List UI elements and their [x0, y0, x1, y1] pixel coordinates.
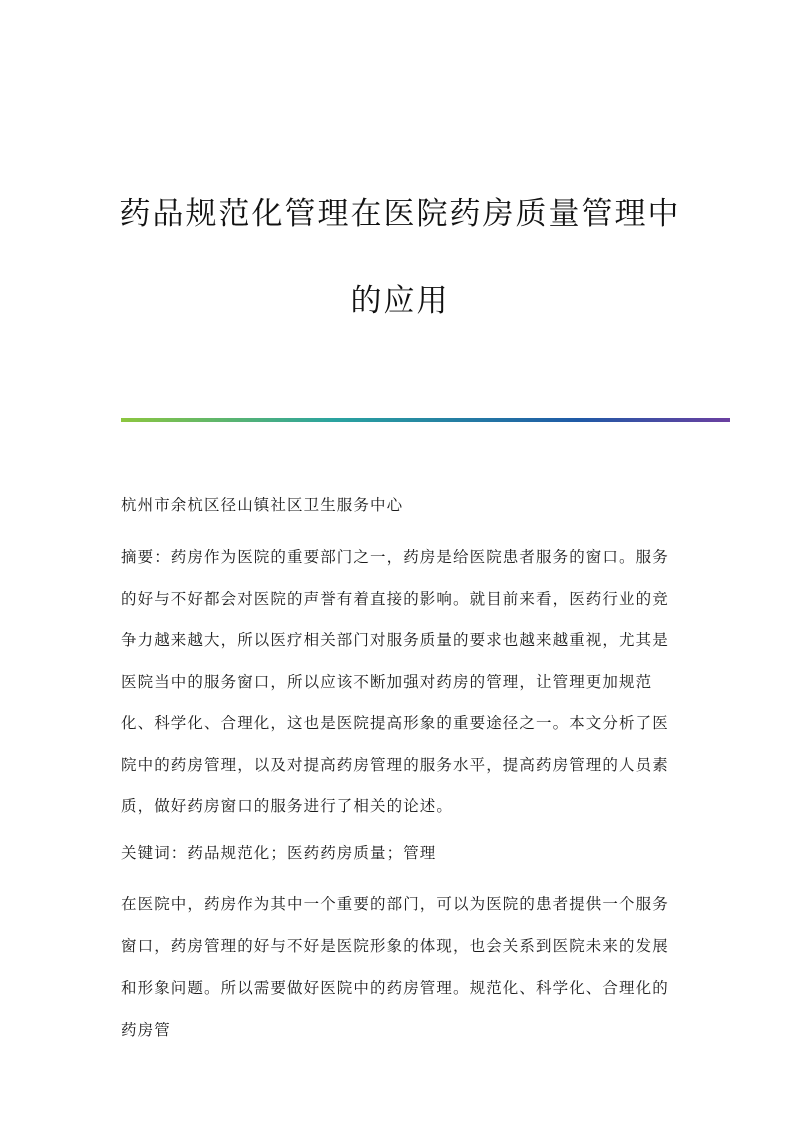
keywords-line: 关键词：药品规范化；医药药房质量；管理	[121, 844, 437, 862]
document-title-line-2: 的应用	[350, 283, 450, 319]
author-affiliation: 杭州市余杭区径山镇社区卫生服务中心	[121, 496, 404, 514]
title-divider	[121, 418, 730, 422]
intro-paragraph: 在医院中，药房作为其中一个重要的部门，可以为医院的患者提供一个服务窗口，药房管理的好与不好是医院形象的体现，也会关系到医院未来的发展和形象问题。所以需要做好医院中的药房管理。规范化、科学化、合理化的药房管	[121, 895, 669, 1039]
document-title-line-1: 药品规范化管理在医院药房质量管理中	[119, 196, 681, 232]
abstract-paragraph: 摘要：药房作为医院的重要部门之一，药房是给医院患者服务的窗口。服务的好与不好都会对医院的声誉有着直接的影响。就目前来看，医药行业的竞争力越来越大，所以医疗相关部门对服务质量的要求也越来越重视，尤其是医院当中的服务窗口，所以应该不断加强对药房的管理，让管理更加规范化、科学化、合理化，这也是医院提高形象的重要途径之一。本文分析了医院中的药房管理，以及对提高药房管理的服务水平，提高药房管理的人员素质，做好药房窗口的服务进行了相关的论述。	[121, 548, 669, 815]
